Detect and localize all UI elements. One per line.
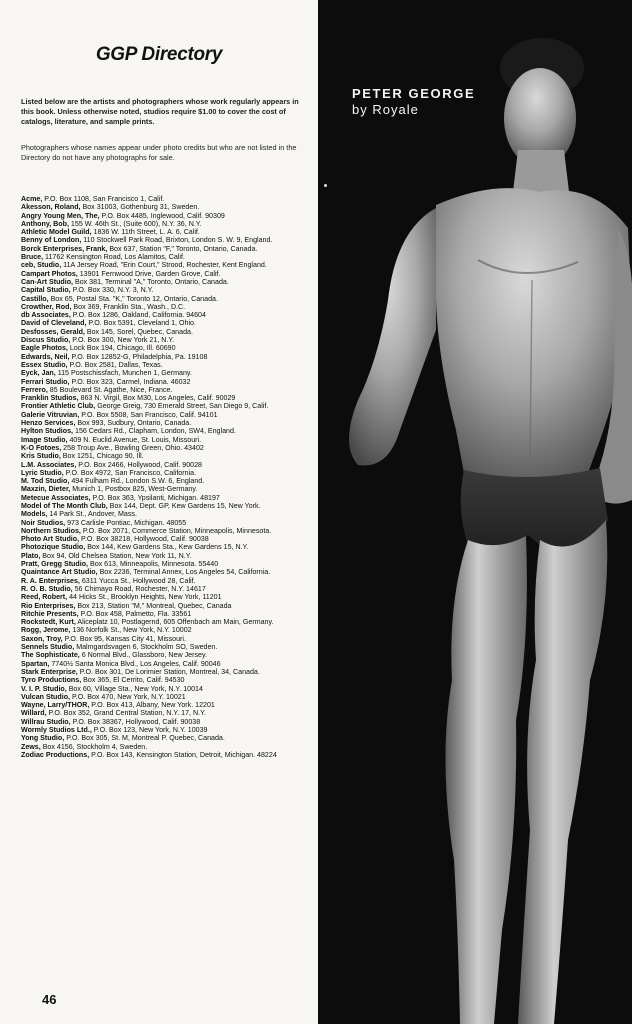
directory-list <box>21 195 306 759</box>
entry-address: Lock Box 194, Chicago, Ill. 60690 <box>67 344 176 353</box>
photo-speck <box>324 184 327 187</box>
entry-address: Box 613, Minneapolis, Minnesota. 55440 <box>88 560 219 569</box>
entry-name: Galerie Vitruvian, <box>21 410 80 419</box>
entry-address: Box 65, Postal Sta. "K," Toronto 12, Ontario, Canada. <box>48 294 218 303</box>
entry-address: Box 60, Village Sta., New York, N.Y. 10014 <box>66 684 203 693</box>
entry-name: Models, <box>21 510 48 519</box>
entry-address: Box 213, Station "M," Montreal, Quebec, Canada <box>75 601 232 610</box>
entry-name: Eyck, Jan, <box>21 369 56 378</box>
entry-name: Campart Photos, <box>21 269 78 278</box>
photo-panel <box>318 0 632 1024</box>
entry-name: Eagle Photos, <box>21 344 68 353</box>
entry-name: Crowther, Rod, <box>21 302 72 311</box>
entry-address: 6311 Yucca St., Hollywood 28, Calif. <box>79 576 196 585</box>
entry-name: Stark Enterprise, <box>21 667 78 676</box>
directory-entry <box>21 220 306 228</box>
entry-address: P.O. Box 143, Kensington Station, Detroit, Michigan. 48224 <box>89 750 277 759</box>
entry-address: 11762 Kensington Road, Los Alamitos, Calif. <box>43 253 185 262</box>
directory-entry <box>21 535 306 543</box>
directory-entry <box>21 236 306 244</box>
directory-entry <box>21 519 306 527</box>
entry-name: Franklin Studios, <box>21 394 79 403</box>
entry-name: Capital Studio, <box>21 286 71 295</box>
entry-name: Northern Studios, <box>21 526 81 535</box>
entry-name: Zews, <box>21 742 41 751</box>
directory-entry <box>21 319 306 327</box>
entry-name: M. Tod Studio, <box>21 477 70 486</box>
directory-entry <box>21 419 306 427</box>
directory-entry <box>21 743 306 751</box>
entry-address: P.O. Box 5508, San Francisco, Calif. 94101 <box>79 410 218 419</box>
directory-entry <box>21 527 306 535</box>
entry-address: P.O. Box 458, Palmetto, Fla. 33561 <box>78 609 192 618</box>
entry-address: P.O. Box 363, Ypsilanti, Michigan. 48197 <box>90 493 220 502</box>
entry-address: 409 N. Euclid Avenue, St. Louis, Missouri. <box>67 435 202 444</box>
entry-address: P.O. Box 38367, Hollywood, Calif. 90038 <box>70 717 201 726</box>
directory-entry <box>21 469 306 477</box>
entry-name: Henzo Services, <box>21 419 76 428</box>
entry-address: Box 144, Dept. GP, Kew Gardens 15, New York. <box>107 501 261 510</box>
entry-name: Acme, <box>21 195 43 203</box>
entry-address: 11A Jersey Road, "Erin Court," Strood, Rochester, Kent England. <box>61 261 267 270</box>
entry-address: 110 Stockwell Park Road, Brixton, London S. W. 9, England. <box>81 236 273 245</box>
directory-entry <box>21 353 306 361</box>
entry-address: P.O. Box 330, N.Y. 3, N.Y. <box>70 286 154 295</box>
directory-entry <box>21 203 306 211</box>
directory-entry <box>21 585 306 593</box>
entry-address: P.O. Box 4972, San Francisco, California. <box>63 468 197 477</box>
entry-name: Akesson, Roland, <box>21 203 81 212</box>
entry-address: P.O. Box 95, Kansas City 41, Missouri. <box>62 634 186 643</box>
directory-entry <box>21 394 306 402</box>
entry-address: P.O. Box 352, Grand Central Station, N.Y. 17, N.Y. <box>46 709 206 718</box>
entry-name: Sennels Studio, <box>21 643 75 652</box>
directory-entry <box>21 278 306 286</box>
directory-entry <box>21 602 306 610</box>
entry-address: Box 31003, Gothenburg 31, Sweden. <box>80 203 200 212</box>
directory-entry <box>21 461 306 469</box>
entry-name: Can-Art Studio, <box>21 277 74 286</box>
entry-name: Quaintance Art Studio, <box>21 568 98 577</box>
entry-address: Box 4156, Stockholm 4, Sweden. <box>40 742 148 751</box>
directory-entry <box>21 195 306 203</box>
directory-entry <box>21 369 306 377</box>
entry-name: Discus Studio, <box>21 336 71 345</box>
entry-name: Lyric Studio, <box>21 468 64 477</box>
entry-name: Kris Studio, <box>21 452 61 461</box>
entry-name: R. O. B. Studio, <box>21 584 73 593</box>
directory-entry <box>21 651 306 659</box>
directory-entry <box>21 361 306 369</box>
directory-entry <box>21 718 306 726</box>
entry-address: 973 Carlisle Pontiac, Michigan. 48055 <box>65 518 187 527</box>
entry-address: P.O. Box 301, De Lorimier Station, Montreal, 34, Canada. <box>77 667 260 676</box>
directory-entry <box>21 668 306 676</box>
entry-name: Model of The Month Club, <box>21 501 108 510</box>
directory-entry <box>21 543 306 551</box>
entry-name: R. A. Enterprises, <box>21 576 80 585</box>
directory-entry <box>21 212 306 220</box>
directory-entry <box>21 568 306 576</box>
entry-name: Athletic Model Guild, <box>21 228 92 237</box>
directory-entry <box>21 577 306 585</box>
directory-entry <box>21 427 306 435</box>
directory-entry <box>21 685 306 693</box>
directory-entry <box>21 618 306 626</box>
entry-address: P.O. Box 4485, Inglewood, Calif. 90309 <box>99 211 225 220</box>
entry-address: 258 Troup Ave., Bowling Green, Ohio. 43402 <box>61 443 204 452</box>
entry-name: Wormly Studios Ltd., <box>21 726 92 734</box>
entry-name: Ferrari Studio, <box>21 377 70 386</box>
entry-name: K-O Fotoes, <box>21 443 62 452</box>
entry-address: P.O. Box 123, New York, N.Y. 10039 <box>91 726 208 734</box>
entry-address: Box 1251, Chicago 90, Ill. <box>60 452 144 461</box>
entry-address: 115 Postschissfach, Munchen 1, Germany. <box>55 369 192 378</box>
entry-name: Essex Studio, <box>21 360 68 369</box>
entry-name: Castillo, <box>21 294 49 303</box>
entry-name: Angry Young Men, The, <box>21 211 100 220</box>
entry-address: P.O. Box 305, St. M, Montreal P. Quebec, Canada. <box>64 734 225 743</box>
intro-paragraph: Listed below are the artists and photographers whose work regularly appears in this book. Unless otherwise noted, studios require $1.00 to cover the cost of catalogs, literature, and sample prints. <box>21 97 299 127</box>
entry-name: Desfosses, Gerald, <box>21 327 85 336</box>
entry-name: Hylton Studios, <box>21 427 74 436</box>
entry-name: L.M. Associates, <box>21 460 77 469</box>
directory-entry <box>21 452 306 460</box>
entry-name: Image Studio, <box>21 435 68 444</box>
directory-entry <box>21 328 306 336</box>
entry-name: Photozique Studio, <box>21 543 86 552</box>
directory-entry <box>21 303 306 311</box>
entry-name: Rio Enterprises, <box>21 601 76 610</box>
entry-address: 7740½ Santa Monica Blvd., Los Angeles, Calif. 90046 <box>49 659 221 668</box>
entry-address: 136 Norfolk St., New York, N.Y. 10002 <box>70 626 192 635</box>
entry-address: 863 N. Virgil, Box M30, Los Angeles, Calif. 90029 <box>78 394 236 403</box>
entry-address: 6 Normal Blvd., Glassboro, New Jersey. <box>79 651 207 660</box>
entry-name: Zodiac Productions, <box>21 750 90 759</box>
entry-address: P.O. Box 2071, Commerce Station, Minneapolis, Minnesota. <box>80 526 272 535</box>
entry-name: Frontier Athletic Club, <box>21 402 96 411</box>
entry-name: Rogg, Jerome, <box>21 626 71 635</box>
entry-address: Box 2236, Terminal Annex, Los Angeles 54, California. <box>97 568 271 577</box>
entry-address: Box 365, El Cerrito, Calif. 94530 <box>81 676 185 685</box>
entry-address: 494 Fulham Rd., London S.W. 6, England. <box>69 477 205 486</box>
bodybuilder-photo <box>318 0 632 1024</box>
entry-address: Aliceplatz 10, Postlagernd, 605 Offenbach am Main, Germany. <box>75 618 274 627</box>
directory-entry <box>21 726 306 734</box>
directory-entry <box>21 485 306 493</box>
entry-name: Bruce, <box>21 253 44 262</box>
intro-note: Photographers whose names appear under photo credits but who are not listed in the Directory do not have any photographs for sale. <box>21 143 297 163</box>
directory-entry <box>21 253 306 261</box>
entry-name: Willard, <box>21 709 47 718</box>
entry-name: Plato, <box>21 551 41 560</box>
directory-entry <box>21 502 306 510</box>
entry-address: Malmgardsvagen 6, Stockholm SO, Sweden. <box>74 643 218 652</box>
entry-address: Box 144, Kew Gardens Sta., Kew Gardens 15, N.Y. <box>85 543 249 552</box>
directory-entry <box>21 477 306 485</box>
directory-entry <box>21 378 306 386</box>
entry-address: P.O. Box 323, Carmel, Indiana. 46032 <box>69 377 191 386</box>
entry-address: P.O. Box 12852-G, Philadelphia, Pa. 19108 <box>69 352 208 361</box>
directory-entry <box>21 751 306 759</box>
entry-name: Rockstedt, Kurt, <box>21 618 76 627</box>
entry-address: P.O. Box 38218, Hollywood, Calif. 90038 <box>79 535 209 544</box>
entry-name: ceb, Studio, <box>21 261 62 270</box>
entry-address: Munich 1, Postbox 825, West-Germany. <box>70 485 198 494</box>
directory-entry <box>21 270 306 278</box>
entry-name: Borck Enterprises, Frank, <box>21 244 108 253</box>
entry-address: Box 94, Old Chelsea Station, New York 11, N.Y. <box>40 551 192 560</box>
directory-entry <box>21 552 306 560</box>
entry-address: Box 145, Sorel, Quebec, Canada. <box>84 327 193 336</box>
entry-name: Vulcan Studio, <box>21 692 71 701</box>
entry-name: Pratt, Gregg Studio, <box>21 560 88 569</box>
directory-entry <box>21 709 306 717</box>
directory-entry <box>21 402 306 410</box>
entry-address: Box 637, Station "F," Toronto, Ontario, Canada. <box>107 244 258 253</box>
entry-name: Photo Art Studio, <box>21 535 80 544</box>
entry-address: Box 369, Franklin Sta., Wash., D.C. <box>71 302 186 311</box>
entry-address: P.O. Box 1286, Oakland, California. 94604 <box>70 311 206 320</box>
entry-address: P.O. Box 2466, Hollywood, Calif. 90028 <box>76 460 202 469</box>
entry-name: Reed, Robert, <box>21 593 68 602</box>
directory-entry <box>21 626 306 634</box>
entry-address: 14 Park St., Andover, Mass. <box>47 510 137 519</box>
entry-name: Wayne, Larry/THOR, <box>21 701 90 710</box>
directory-entry <box>21 693 306 701</box>
directory-entry <box>21 311 306 319</box>
entry-address: P.O. Box 300, New York 21, N.Y. <box>70 336 175 345</box>
directory-entry <box>21 444 306 452</box>
photographer-credit: by Royale <box>352 102 419 117</box>
entry-name: Noir Studios, <box>21 518 66 527</box>
entry-address: P.O. Box 2581, Dallas, Texas. <box>67 360 163 369</box>
directory-entry <box>21 494 306 502</box>
directory-entry <box>21 593 306 601</box>
directory-entry <box>21 635 306 643</box>
entry-name: Maxzin, Dieter, <box>21 485 71 494</box>
entry-name: Willrau Studio, <box>21 717 71 726</box>
photo-caption <box>352 86 475 117</box>
directory-entry <box>21 295 306 303</box>
entry-name: Ritchie Presents, <box>21 609 79 618</box>
entry-name: Yong Studio, <box>21 734 65 743</box>
entry-address: 13901 Fernwood Drive, Garden Grove, Calif. <box>77 269 221 278</box>
entry-address: P.O. Box 5391, Cleveland 1, Ohio. <box>86 319 196 328</box>
entry-address: 85 Boulevard St. Agathe, Nice, France. <box>47 385 173 394</box>
entry-name: Edwards, Neil, <box>21 352 70 361</box>
entry-address: P.O. Box 1108, San Francisco 1, Calif. <box>42 195 165 203</box>
directory-entry <box>21 560 306 568</box>
entry-name: David of Cleveland, <box>21 319 87 328</box>
entry-address: 156 Cedars Rd., Clapham, London, SW4, England. <box>73 427 236 436</box>
entry-name: The Sophisticate, <box>21 651 80 660</box>
entry-name: db Associates, <box>21 311 71 320</box>
directory-entry <box>21 261 306 269</box>
directory-entry <box>21 701 306 709</box>
directory-entry <box>21 228 306 236</box>
entry-name: Benny of London, <box>21 236 82 245</box>
entry-name: Tyro Productions, <box>21 676 82 685</box>
directory-entry <box>21 286 306 294</box>
directory-entry <box>21 676 306 684</box>
entry-address: 56 Chimayo Road, Rochester, N.Y. 14617 <box>72 584 206 593</box>
directory-entry <box>21 610 306 618</box>
entry-name: Ferrero, <box>21 385 48 394</box>
entry-address: P.O. Box 470, New York, N.Y. 10021 <box>70 692 186 701</box>
entry-address: 155 W. 46th St., (Suite 600), N.Y. 36, N.Y. <box>68 219 202 228</box>
entry-address: 1836 W. 11th Street, L. A. 6, Calif. <box>91 228 200 237</box>
entry-name: Metecue Associates, <box>21 493 91 502</box>
entry-address: 44 Hicks St., Brooklyn Heights, New York, 11201 <box>67 593 222 602</box>
page-title: GGP Directory <box>95 44 223 65</box>
directory-entry <box>21 734 306 742</box>
page-number: 46 <box>42 992 57 1007</box>
directory-entry <box>21 411 306 419</box>
entry-name: Saxon, Troy, <box>21 634 63 643</box>
directory-entry <box>21 436 306 444</box>
entry-address: George Greig, 730 Emerald Street, San Diego 9, Calif. <box>95 402 269 411</box>
directory-entry <box>21 643 306 651</box>
directory-entry <box>21 660 306 668</box>
directory-entry <box>21 344 306 352</box>
entry-address: Box 381, Terminal "A," Toronto, Ontario, Canada. <box>73 277 229 286</box>
entry-address: P.O. Box 413, Albany, New York. 12201 <box>89 701 215 710</box>
directory-entry <box>21 510 306 518</box>
entry-address: Box 993, Sudbury, Ontario, Canada. <box>75 419 192 428</box>
directory-entry <box>21 386 306 394</box>
directory-entry <box>21 336 306 344</box>
entry-name: Anthony, Bob, <box>21 219 69 228</box>
entry-name: Spartan, <box>21 659 50 668</box>
entry-name: V. I. P. Studio, <box>21 684 67 693</box>
model-name: PETER GEORGE <box>352 86 476 101</box>
directory-entry <box>21 245 306 253</box>
